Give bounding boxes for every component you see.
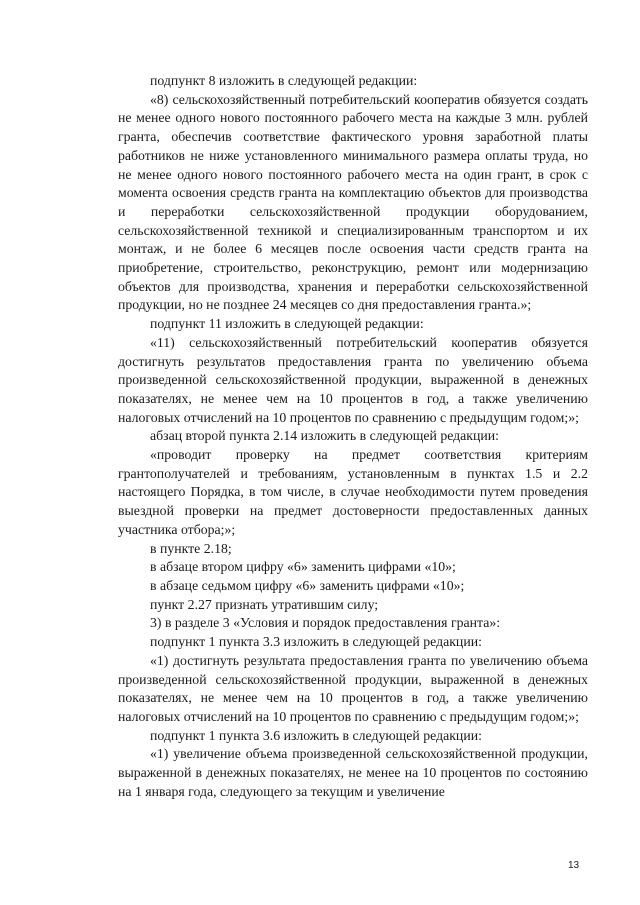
paragraph-9: в абзаце седьмом цифру «6» заменить цифрами «10»; — [150, 577, 465, 593]
paragraph-5: абзац второй пункта 2.14 изложить в следующей редакции: — [150, 428, 499, 444]
paragraph-3: подпункт 11 изложить в следующей редакции: — [150, 316, 424, 332]
paragraph-6: «проводит проверку на предмет соответствия критериям грантополучателей и требованиям, установленным в пунктах 1.5 и 2.2 настоящего Порядка, в том числе, в случае необходимости путем проведения выездной проверки на предмет достоверности предоставленных данных участника отбора;»; — [118, 447, 588, 537]
paragraph-4: «11) сельскохозяйственный потребительский кооператив обязуется достигнуть результатов предоставления гранта по увеличению объема произведенной сельскохозяйственной продукции, выраженной в денежных показателях, не менее чем на 10 процентов в год, а также увеличению налоговых отчислений на 10 процентов по сравнению с предыдущим годом;»; — [118, 334, 588, 425]
paragraph-2: «8) сельскохозяйственный потребительский кооператив обязуется создать не менее одного нового постоянного рабочего места на каждые 3 млн. рублей гранта, обеспечив соответствие фактического уровня заработной платы работников не ниже установленного минимального размера оплаты труда, но не менее одного нового постоянного рабочего места на один грант, в срок с момента освоения средств гранта на комплектацию объектов для производства и переработки сельскохозяйственной продукции оборудованием, сельскохозяйственной техникой и специализированным транспортом и их монтаж, и не более 6 месяцев после освоения части средств гранта на приобретение, строительство, реконструкцию, ремонт или модернизацию объектов для производства, хранения и переработки сельскохозяйственной продукции, но не позднее 24 месяцев со дня предоставления гранта.»; — [118, 91, 588, 313]
paragraph-13: «1) достигнуть результата предоставления гранта по увеличению объема произведенной сельскохозяйственной продукции, выраженной в денежных показателях, не менее чем на 10 процентов в год, а также увеличению налоговых отчислений на 10 процентов по сравнению с предыдущим годом;»; — [118, 652, 588, 724]
paragraph-12: подпункт 1 пункта 3.3 изложить в следующей редакции: — [150, 634, 482, 650]
paragraph-15: «1) увеличение объема произведенной сельскохозяйственной продукции, выраженной в денежных показателях, не менее на 10 процентов по состоянию на 1 января года, следующего за текущим и увеличение — [118, 746, 588, 799]
paragraph-8: в абзаце втором цифру «6» заменить цифрами «10»; — [150, 559, 456, 575]
paragraph-10: пункт 2.27 признать утратившим силу; — [150, 596, 379, 612]
paragraph-11: 3) в разделе 3 «Условия и порядок предоставления гранта»: — [150, 615, 501, 631]
paragraph-14: подпункт 1 пункта 3.6 изложить в следующей редакции: — [150, 727, 482, 743]
paragraph-1: подпункт 8 изложить в следующей редакции: — [150, 73, 418, 88]
paragraph-7: в пункте 2.18; — [150, 540, 232, 556]
page-number: 13 — [568, 860, 580, 871]
document-body — [118, 72, 588, 801]
